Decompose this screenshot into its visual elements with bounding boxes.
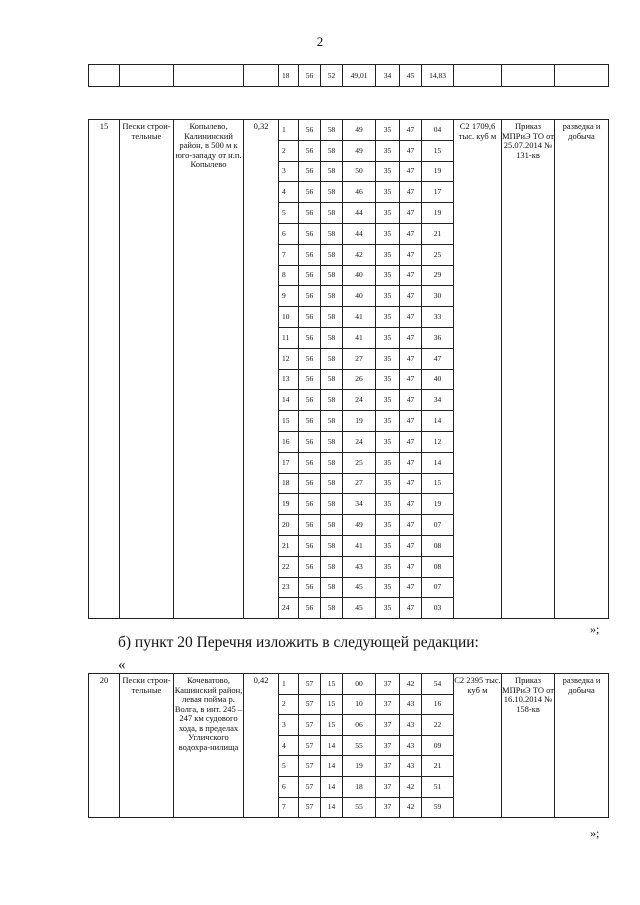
coord-cell: 35 [376,473,400,494]
coord-cell: 14,83 [422,65,454,87]
coord-cell: 57 [299,776,321,797]
coord-cell: 58 [321,390,343,411]
coord-cell: 37 [376,694,400,715]
coord-cell: 47 [400,494,422,515]
coord-cell: 58 [321,515,343,536]
coord-cell: 1 [279,120,299,141]
coord-cell: 1 [279,674,299,695]
coord-cell: 42 [400,776,422,797]
coord-cell: 56 [299,411,321,432]
empty-cell [555,65,609,87]
material-cell-text: Пески строи-тельные [122,121,171,141]
coord-cell: 56 [299,598,321,619]
coord-cell: 56 [299,286,321,307]
coord-cell: 08 [422,535,454,556]
reserves-cell [454,674,502,818]
coord-cell: 58 [321,556,343,577]
coord-cell: 19 [422,494,454,515]
coord-cell: 49,01 [343,65,376,87]
coord-cell: 2 [279,694,299,715]
coord-cell: 15 [321,674,343,695]
coord-cell: 35 [376,120,400,141]
coord-cell: 54 [422,674,454,695]
coord-cell: 22 [279,556,299,577]
material-cell-text: Пески строи-тельные [122,675,171,695]
coord-cell: 56 [299,556,321,577]
coord-cell: 21 [422,756,454,777]
coord-cell: 56 [299,452,321,473]
location-cell-text: Копылево, Калининский район, в 500 м к юго-западу от н.п. Копылево [175,121,242,169]
coord-cell: 45 [400,65,422,87]
coord-cell: 58 [321,307,343,328]
coord-cell: 47 [400,327,422,348]
coord-cell: 34 [422,390,454,411]
coord-cell: 49 [343,120,376,141]
coord-cell: 4 [279,735,299,756]
coord-cell: 58 [321,535,343,556]
coord-cell: 45 [343,577,376,598]
coord-cell: 42 [343,244,376,265]
coord-cell: 56 [299,120,321,141]
coord-cell: 35 [376,140,400,161]
coord-cell: 25 [343,452,376,473]
coord-cell: 35 [376,327,400,348]
coord-cell: 06 [343,715,376,736]
coord-cell: 40 [422,369,454,390]
coord-cell: 58 [321,120,343,141]
order-cell [502,120,555,619]
coord-cell: 47 [400,140,422,161]
coord-cell: 58 [321,244,343,265]
coord-cell: 19 [343,411,376,432]
coord-cell: 57 [299,735,321,756]
coord-cell: 47 [400,120,422,141]
coord-cell: 50 [343,161,376,182]
coord-cell: 56 [299,431,321,452]
purpose-cell-text: разведка и добыча [562,121,601,141]
page-number: 2 [316,34,324,49]
coord-cell: 17 [279,452,299,473]
coord-cell: 47 [400,390,422,411]
coord-cell: 58 [321,182,343,203]
coord-cell: 47 [400,244,422,265]
coord-cell: 58 [321,431,343,452]
coord-cell: 19 [343,756,376,777]
coord-cell: 35 [376,369,400,390]
closing-quote-2: »; [590,826,600,840]
coord-cell: 47 [400,182,422,203]
coord-cell: 14 [422,411,454,432]
coord-row [89,120,609,141]
coord-cell: 56 [299,244,321,265]
coord-cell: 35 [376,223,400,244]
coord-cell: 56 [299,182,321,203]
coord-cell: 5 [279,203,299,224]
empty-cell [502,65,555,87]
coord-cell: 58 [321,327,343,348]
coord-cell: 17 [422,182,454,203]
empty-cell [244,65,279,87]
coord-cell: 36 [422,327,454,348]
coord-cell: 47 [400,369,422,390]
coord-cell: 3 [279,715,299,736]
coord-cell: 45 [343,598,376,619]
coord-cell: 14 [321,797,343,818]
coord-cell: 58 [321,223,343,244]
purpose-cell [555,674,609,818]
coord-cell: 59 [422,797,454,818]
coord-cell: 9 [279,286,299,307]
coord-cell: 41 [343,535,376,556]
coord-cell: 43 [400,756,422,777]
coord-cell: 35 [376,431,400,452]
coord-cell: 14 [279,390,299,411]
coord-cell: 47 [400,452,422,473]
coord-cell: 26 [343,369,376,390]
coord-cell: 07 [422,515,454,536]
amendment-paragraph: б) пункт 20 Перечня изложить в следующей редакции: [118,634,479,651]
order-cell-text: Приказ МПРиЭ ТО от 16.10.2014 № 158-кв [502,675,554,714]
coord-cell: 57 [299,797,321,818]
coord-cell: 56 [299,265,321,286]
coord-cell: 22 [422,715,454,736]
coord-cell: 57 [299,694,321,715]
coord-cell: 14 [321,735,343,756]
coord-cell: 47 [400,307,422,328]
coord-cell: 00 [343,674,376,695]
coord-cell: 21 [422,223,454,244]
coord-cell: 37 [376,797,400,818]
coord-cell: 58 [321,598,343,619]
coord-cell: 52 [321,65,343,87]
coord-cell: 42 [400,674,422,695]
coord-cell: 35 [376,348,400,369]
coord-cell: 7 [279,797,299,818]
coord-cell: 6 [279,223,299,244]
coord-cell: 35 [376,556,400,577]
coord-cell: 18 [343,776,376,797]
coord-cell: 37 [376,735,400,756]
coord-cell: 18 [279,473,299,494]
coord-cell: 56 [299,494,321,515]
coord-cell: 35 [376,182,400,203]
coord-cell: 58 [321,577,343,598]
coord-cell: 6 [279,776,299,797]
coord-cell: 40 [343,286,376,307]
coord-cell: 12 [422,431,454,452]
coord-cell: 47 [400,223,422,244]
coord-cell: 58 [321,369,343,390]
reserves-cell-text: С2 1709,6 тыс. куб м [458,121,497,141]
order-cell-text: Приказ МПРиЭ ТО от 25.07.2014 № 131-кв [502,121,554,160]
coord-cell: 35 [376,390,400,411]
coord-cell: 37 [376,776,400,797]
material-cell [120,120,174,619]
coord-cell: 14 [321,776,343,797]
coord-cell: 58 [321,286,343,307]
area-cell-text: 0,32 [253,121,269,131]
coord-cell: 8 [279,265,299,286]
coord-cell: 35 [376,244,400,265]
empty-cell [174,65,244,87]
coord-cell: 56 [299,577,321,598]
row-number [89,120,120,619]
coord-cell: 14 [422,452,454,473]
material-cell [120,674,174,818]
location-cell [174,120,244,619]
coord-cell: 37 [376,674,400,695]
coord-cell: 19 [279,494,299,515]
coord-cell: 21 [279,535,299,556]
coord-cell: 07 [422,577,454,598]
coord-cell: 16 [422,694,454,715]
coord-cell: 47 [400,535,422,556]
coord-cell: 35 [376,265,400,286]
coord-cell: 56 [299,515,321,536]
coord-cell: 41 [343,327,376,348]
coord-cell: 56 [299,65,321,87]
coord-cell: 16 [279,431,299,452]
coord-cell: 42 [400,797,422,818]
opening-quote: « [118,657,126,673]
coord-cell: 41 [343,307,376,328]
reserves-cell-text: С2 2395 тыс. куб м [454,675,501,695]
coord-cell: 56 [299,390,321,411]
purpose-cell-text: разведка и добыча [562,675,601,695]
coord-cell: 5 [279,756,299,777]
coord-cell: 27 [343,348,376,369]
empty-cell [120,65,174,87]
coord-cell: 37 [376,715,400,736]
coord-cell: 14 [321,756,343,777]
coord-cell: 47 [400,515,422,536]
coord-cell: 24 [279,598,299,619]
coord-cell: 43 [400,735,422,756]
coord-cell: 08 [422,556,454,577]
coord-cell: 47 [400,203,422,224]
row-number [89,674,120,818]
coord-cell: 15 [279,411,299,432]
row-number-text: 20 [99,675,109,685]
coord-cell: 57 [299,756,321,777]
coord-cell: 35 [376,535,400,556]
coord-cell: 29 [422,265,454,286]
empty-cell [454,65,502,87]
coord-cell: 57 [299,715,321,736]
coord-cell: 47 [400,431,422,452]
coord-cell: 55 [343,735,376,756]
area-cell-text: 0,42 [253,675,269,685]
coord-cell: 58 [321,203,343,224]
coord-cell: 10 [343,694,376,715]
coord-cell: 35 [376,452,400,473]
coord-cell: 15 [422,140,454,161]
coord-cell: 56 [299,369,321,390]
coord-cell: 44 [343,203,376,224]
coord-cell: 03 [422,598,454,619]
coord-cell: 25 [422,244,454,265]
coord-cell: 46 [343,182,376,203]
coord-cell: 47 [400,411,422,432]
coord-cell: 49 [343,515,376,536]
coord-cell: 15 [422,473,454,494]
coord-cell: 4 [279,182,299,203]
coord-cell: 33 [422,307,454,328]
coord-cell: 35 [376,286,400,307]
coord-cell: 56 [299,348,321,369]
coord-cell: 56 [299,140,321,161]
area-cell [244,674,279,818]
coord-cell: 15 [321,694,343,715]
coord-cell: 35 [376,161,400,182]
coord-cell: 24 [343,390,376,411]
coord-cell: 35 [376,515,400,536]
coord-cell: 3 [279,161,299,182]
coord-cell: 58 [321,265,343,286]
coord-cell: 58 [321,473,343,494]
coord-cell: 27 [343,473,376,494]
coord-cell: 20 [279,515,299,536]
coord-cell: 7 [279,244,299,265]
coord-cell: 19 [422,203,454,224]
coord-cell: 30 [422,286,454,307]
area-cell [244,120,279,619]
coord-cell: 56 [299,161,321,182]
coord-cell: 56 [299,473,321,494]
coord-cell: 44 [343,223,376,244]
coord-cell: 47 [400,161,422,182]
coord-cell: 35 [376,203,400,224]
coord-cell: 09 [422,735,454,756]
coord-cell: 47 [400,348,422,369]
row-15-table [88,119,609,619]
coord-cell: 13 [279,369,299,390]
coord-cell: 35 [376,598,400,619]
coord-cell: 15 [321,715,343,736]
location-cell [174,674,244,818]
coord-cell: 34 [376,65,400,87]
closing-quote: »; [590,622,600,636]
coord-cell: 34 [343,494,376,515]
coord-cell: 58 [321,140,343,161]
coord-cell: 58 [321,452,343,473]
continuation-row-table [88,64,609,87]
coord-cell: 51 [422,776,454,797]
location-cell-text: Кочеватово, Кашинский район, левая пойма р. Волга, в инт. 245 – 247 км судового хода, в пределах Угличского водохра-нилища [174,675,243,752]
coord-cell: 37 [376,756,400,777]
coord-cell: 56 [299,203,321,224]
coord-cell: 47 [400,598,422,619]
coord-cell: 35 [376,307,400,328]
coord-cell: 35 [376,494,400,515]
coord-cell: 57 [299,674,321,695]
coord-cell: 40 [343,265,376,286]
coord-cell: 2 [279,140,299,161]
coord-cell: 58 [321,161,343,182]
coord-cell: 56 [299,327,321,348]
coord-cell: 47 [400,286,422,307]
coord-cell: 49 [343,140,376,161]
coord-cell: 04 [422,120,454,141]
coord-cell: 47 [400,577,422,598]
coord-cell: 56 [299,223,321,244]
empty-cell [89,65,120,87]
row-20-table [88,673,609,818]
coord-cell: 58 [321,494,343,515]
coord-cell: 12 [279,348,299,369]
row-number-text: 15 [99,121,109,131]
coord-cell: 35 [376,411,400,432]
purpose-cell [555,120,609,619]
coord-cell: 24 [343,431,376,452]
coord-cell: 23 [279,577,299,598]
coord-cell: 56 [299,307,321,328]
coord-cell: 47 [400,473,422,494]
coord-cell: 55 [343,797,376,818]
coord-cell: 43 [400,715,422,736]
coord-row [89,674,609,695]
coord-cell: 58 [321,411,343,432]
coord-cell: 19 [422,161,454,182]
coord-cell: 47 [400,265,422,286]
coord-cell: 58 [321,348,343,369]
coord-cell: 43 [400,694,422,715]
coord-cell: 56 [299,535,321,556]
coord-cell: 43 [343,556,376,577]
coord-cell: 10 [279,307,299,328]
coord-cell: 47 [400,556,422,577]
coord-cell: 18 [279,65,299,87]
reserves-cell [454,120,502,619]
order-cell [502,674,555,818]
coord-cell: 11 [279,327,299,348]
coord-cell: 47 [422,348,454,369]
coord-cell: 35 [376,577,400,598]
